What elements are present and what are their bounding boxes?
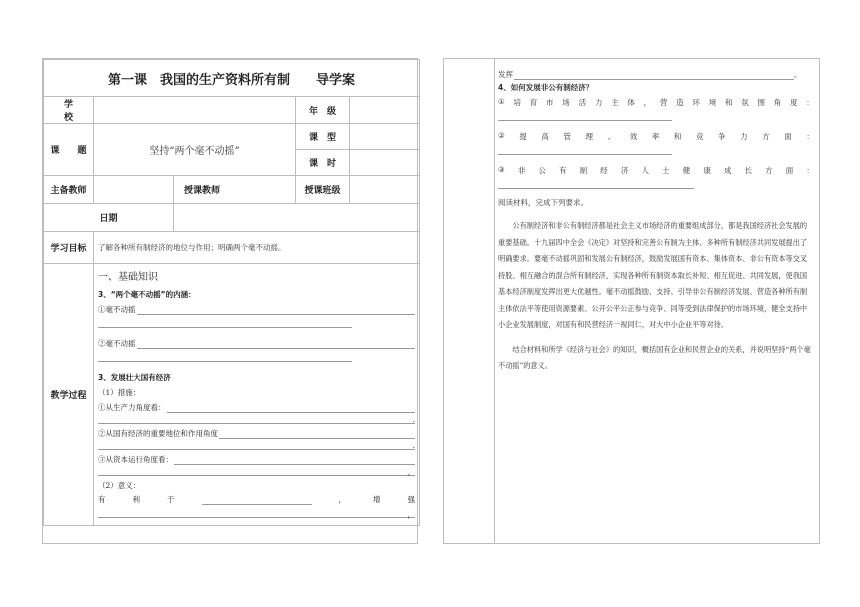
process-label: 教学过程	[44, 264, 94, 526]
question-private-economy: 4、如何发展非公有制经济？	[498, 83, 594, 92]
meaning-line[interactable]: 有 利 于 ， 增 强	[98, 495, 415, 504]
question-state-economy: 3、发展壮大国有经济	[98, 373, 171, 382]
blank-line[interactable]: 。	[98, 467, 415, 476]
lesson-type-field[interactable]	[350, 124, 420, 150]
lesson-plan-table	[43, 59, 420, 526]
grade-field[interactable]	[350, 97, 420, 124]
process-content	[94, 264, 420, 526]
blank-line[interactable]	[498, 112, 672, 121]
measures-label: （1）措施：	[98, 388, 141, 397]
main-teacher-label: 主备教师	[44, 176, 94, 204]
section-basic-knowledge: 一、基础知识	[98, 272, 158, 283]
blank-measure-1[interactable]	[98, 402, 415, 413]
blank-line[interactable]: .	[98, 441, 415, 450]
item2-text: ②毫不动摇	[98, 339, 136, 348]
topic-label: 课 题	[44, 124, 94, 176]
blank-line[interactable]	[98, 319, 352, 328]
measure3-text: ③从资本运行角度看：	[98, 455, 173, 464]
school-label: 学 校	[44, 97, 94, 124]
class-hours-field[interactable]	[350, 150, 420, 176]
blank-item-1[interactable]	[98, 304, 415, 315]
answer-line-1[interactable]: ① 培 育 市 场 活 力 主 体 ， 营 造 环 境 和 氛 围 角 度 ：	[498, 97, 814, 107]
teaching-teacher-label: 授课教师	[174, 176, 296, 204]
blank-item-2[interactable]	[98, 338, 415, 349]
reading-instruction: 阅读材料，完成下列要求。	[498, 198, 588, 207]
left-page	[42, 58, 418, 544]
date-label: 日期	[44, 204, 174, 232]
answer-line-2[interactable]: ② 提 高 管 理 、 效 率 和 竞 争 力 方 面 ：	[498, 131, 814, 141]
answer-line-3[interactable]: ③ 非 公 有 制 经 济 人 士 健 康 成 长 方 面 ：	[498, 165, 814, 175]
date-field[interactable]	[174, 204, 420, 232]
task-prompt: 结合材料和所学《经济与社会》的知识，概括国有企业和民营企业的关系，并说明坚持“两个毫不动摇”的意义。	[498, 344, 811, 370]
lesson-type-label: 课 型	[296, 124, 350, 150]
right-content	[498, 69, 814, 375]
continue-line[interactable]: 发挥 。	[498, 70, 802, 79]
page-title: 第一课 我国的生产资料所有制 导学案	[44, 60, 420, 97]
school-field[interactable]	[94, 97, 296, 124]
blank-line[interactable]: ，	[98, 509, 415, 518]
measure1-text: ①从生产力角度看：	[98, 403, 166, 412]
intro-word: 发挥	[498, 70, 513, 79]
reading-passage: 公有制经济和非公有制经济都是社会主义市场经济的重要组成部分，都是我国经济社会发展的重要基础。十九届四中全会《决定》对坚持和完善公有制为主体、多种所有制经济共同发展提出了明确要求。要毫不动摇巩固和发展公有制经济，鼓励发展国有资本、集体资本、非公有资本等交叉持股、相互融合的混合所有制经济，实现各种所有制资本取长补短、相互促进、共同发展，使我国基本经济制度发挥出更大优越性。毫不动摇鼓励、支持、引导非公有制经济发展、营造各种所有制主体依法平等使用资源要素、公开公平公正参与竞争、同等受到法律保护的市场环境，健全支持中小企业发展制度，对国有和民营经济一视同仁，对大中小企业平等对待。	[498, 221, 808, 329]
question-two-unwavering: 3、“两个毫不动摇”的内涵：	[98, 290, 196, 299]
goal-text: 了解各种所有制经济的地位与作用；明确两个毫不动摇。	[94, 232, 420, 264]
item1-text: ①毫不动摇	[98, 305, 136, 314]
teaching-class-field[interactable]	[350, 176, 420, 204]
meaning-label: （2）意义：	[98, 481, 141, 490]
topic-value: 坚持“两个毫不动摇”	[94, 124, 296, 176]
measure2-text: ②从国有经济的重要地位和作用角度	[98, 429, 218, 438]
main-teacher-field[interactable]	[94, 176, 174, 204]
grade-label: 年 级	[296, 97, 350, 124]
blank-line[interactable]	[498, 146, 672, 155]
goal-label: 学习目标	[44, 232, 94, 264]
blank-line[interactable]	[98, 353, 352, 362]
blank-line[interactable]	[498, 180, 694, 189]
margin-divider	[494, 59, 495, 543]
right-page	[443, 58, 820, 544]
blank-line[interactable]: .	[98, 415, 415, 424]
blank-measure-3[interactable]	[98, 454, 415, 465]
blank-measure-2[interactable]	[98, 428, 415, 439]
teaching-class-label: 授课班级	[296, 176, 350, 204]
class-hours-label: 课 时	[296, 150, 350, 176]
